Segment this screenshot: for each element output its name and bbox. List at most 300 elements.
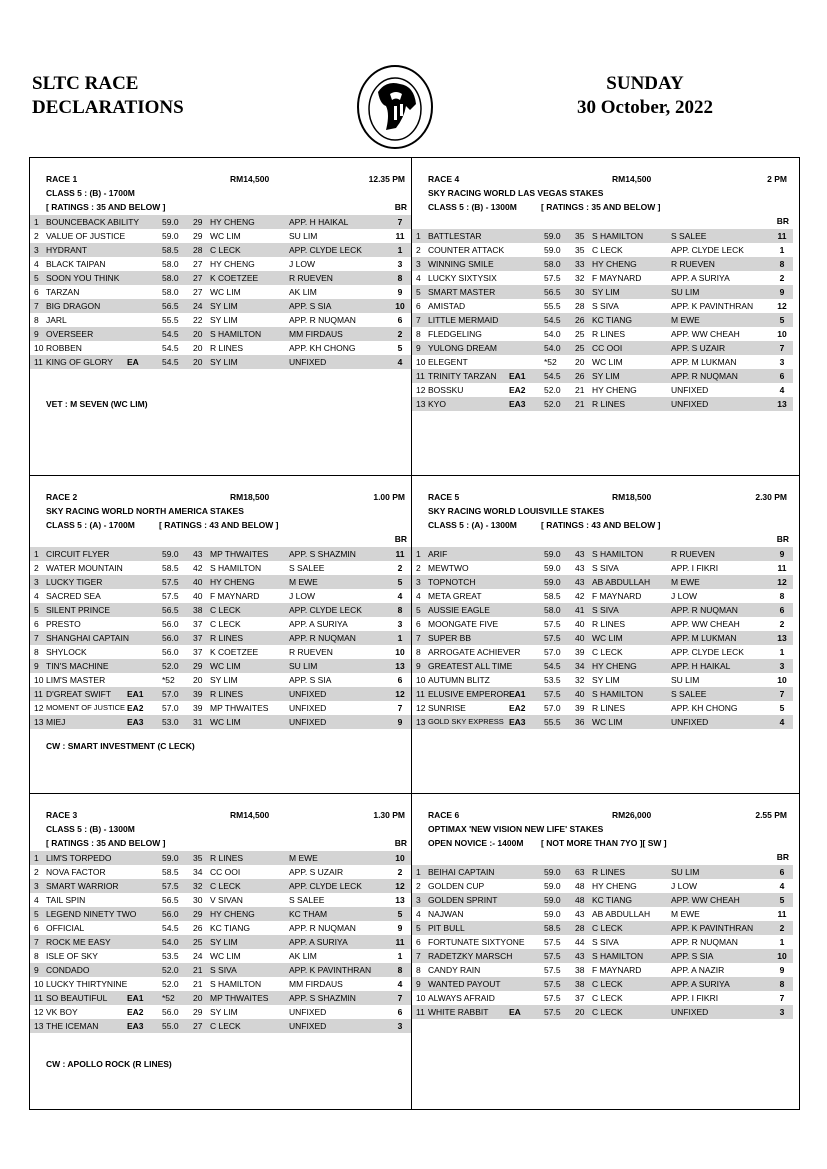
barrier: 5 bbox=[779, 315, 785, 325]
runner-row bbox=[412, 645, 793, 659]
rating: 21 bbox=[575, 385, 585, 395]
trainer: SY LIM bbox=[210, 301, 238, 311]
jockey: APP. CLYDE LECK bbox=[289, 245, 362, 255]
runner-number: 8 bbox=[416, 329, 421, 339]
horse-name: BOUNCEBACK ABILITY bbox=[46, 217, 140, 227]
horse-name: ALWAYS AFRAID bbox=[428, 993, 495, 1003]
horse-name: ROBBEN bbox=[46, 343, 82, 353]
weight: 57.0 bbox=[544, 647, 561, 657]
barrier: 2 bbox=[779, 273, 785, 283]
race-stake-name: SKY RACING WORLD LAS VEGAS STAKES bbox=[428, 188, 604, 198]
jockey: APP. R NUQMAN bbox=[671, 371, 738, 381]
runner-row bbox=[30, 879, 411, 893]
rating: 43 bbox=[193, 549, 203, 559]
weight: 57.5 bbox=[162, 591, 179, 601]
runner-number: 10 bbox=[34, 675, 44, 685]
trainer: F MAYNARD bbox=[592, 273, 642, 283]
runner-number: 6 bbox=[34, 923, 39, 933]
race-day: SUNDAY bbox=[606, 73, 684, 94]
barrier: 2 bbox=[397, 563, 403, 573]
horse-name: OFFICIAL bbox=[46, 923, 85, 933]
barrier: 8 bbox=[779, 591, 785, 601]
runner-number: 2 bbox=[34, 231, 39, 241]
trainer: F MAYNARD bbox=[592, 591, 642, 601]
barrier: 7 bbox=[397, 993, 403, 1003]
barrier: 12 bbox=[395, 881, 405, 891]
barrier: 1 bbox=[397, 951, 403, 961]
jockey: SU LIM bbox=[671, 675, 700, 685]
emergency-tag: EA bbox=[509, 1007, 521, 1017]
runner-number: 7 bbox=[34, 633, 39, 643]
runner-number: 13 bbox=[416, 717, 426, 727]
emergency-tag: EA1 bbox=[127, 689, 144, 699]
trainer: C LECK bbox=[210, 605, 241, 615]
weight: 55.0 bbox=[162, 1021, 179, 1031]
trainer: C LECK bbox=[592, 647, 623, 657]
barrier: 3 bbox=[779, 1007, 785, 1017]
runner-number: 1 bbox=[416, 867, 421, 877]
runner-row bbox=[412, 935, 793, 949]
jockey: S SALEE bbox=[671, 231, 707, 241]
barrier: 1 bbox=[779, 245, 785, 255]
trainer: F MAYNARD bbox=[210, 591, 260, 601]
race-date bbox=[555, 72, 735, 120]
runner-row bbox=[412, 327, 793, 341]
horse-name: CIRCUIT FLYER bbox=[46, 549, 110, 559]
barrier: 2 bbox=[397, 867, 403, 877]
jockey: APP. M LUKMAN bbox=[671, 633, 737, 643]
jockey: APP. K PAVINTHRAN bbox=[671, 923, 754, 933]
jockey: APP. KH CHONG bbox=[671, 703, 738, 713]
horse-name: HYDRANT bbox=[46, 245, 88, 255]
barrier: 4 bbox=[779, 385, 785, 395]
rating: 20 bbox=[193, 343, 203, 353]
race-block bbox=[412, 158, 793, 475]
trainer: S SIVA bbox=[592, 605, 619, 615]
weight: 52.0 bbox=[544, 385, 561, 395]
race-number: RACE 2 bbox=[46, 492, 78, 502]
jockey: APP. I FIKRI bbox=[671, 993, 719, 1003]
race-purse: RM14,500 bbox=[230, 174, 270, 184]
weight: 54.0 bbox=[544, 329, 561, 339]
trainer: SY LIM bbox=[210, 315, 238, 325]
horse-name: FLEDGELING bbox=[428, 329, 482, 339]
race-rating: [ RATINGS : 43 AND BELOW ] bbox=[159, 520, 279, 530]
barrier: 8 bbox=[779, 979, 785, 989]
barrier: 1 bbox=[779, 937, 785, 947]
runner-row bbox=[30, 865, 411, 879]
horse-name: ARROGATE ACHIEVER bbox=[428, 647, 521, 657]
jockey: APP. S SIA bbox=[289, 301, 332, 311]
weight: 59.0 bbox=[544, 563, 561, 573]
horse-name: YULONG DREAM bbox=[428, 343, 497, 353]
jockey: MM FIRDAUS bbox=[289, 979, 343, 989]
horse-name: THE ICEMAN bbox=[46, 1021, 99, 1031]
runner-row bbox=[412, 271, 793, 285]
barrier: 3 bbox=[397, 259, 403, 269]
weight: 54.5 bbox=[544, 371, 561, 381]
trainer: SY LIM bbox=[592, 287, 620, 297]
trainer: AB ABDULLAH bbox=[592, 909, 651, 919]
runner-number: 5 bbox=[34, 909, 39, 919]
race-block bbox=[412, 794, 793, 1111]
weight: 57.0 bbox=[162, 703, 179, 713]
weight: 58.0 bbox=[544, 259, 561, 269]
trainer: HY CHENG bbox=[592, 881, 637, 891]
jockey: AK LIM bbox=[289, 287, 317, 297]
horse-name: TARZAN bbox=[46, 287, 80, 297]
rating: 25 bbox=[575, 329, 585, 339]
runner-row bbox=[412, 561, 793, 575]
race-header bbox=[428, 810, 791, 822]
weight: 59.0 bbox=[544, 909, 561, 919]
emergency-tag: EA2 bbox=[127, 703, 144, 713]
weight: 54.5 bbox=[162, 357, 179, 367]
emergency-tag: EA1 bbox=[509, 689, 526, 699]
horse-name: MIEJ bbox=[46, 717, 66, 727]
emergency-tag: EA3 bbox=[127, 717, 144, 727]
jockey: APP. A SURIYA bbox=[289, 619, 348, 629]
rating: 38 bbox=[575, 965, 585, 975]
horse-name: AMISTAD bbox=[428, 301, 466, 311]
jockey: SU LIM bbox=[289, 231, 318, 241]
race-purse: RM18,500 bbox=[612, 492, 652, 502]
rating: 27 bbox=[193, 1021, 203, 1031]
runner-row bbox=[412, 631, 793, 645]
barrier: 10 bbox=[395, 853, 405, 863]
runner-number: 6 bbox=[34, 619, 39, 629]
runner-number: 9 bbox=[34, 965, 39, 975]
runner-number: 3 bbox=[416, 895, 421, 905]
runner-row bbox=[412, 397, 793, 411]
jockey: APP. WW CHEAH bbox=[671, 329, 740, 339]
horse-name: SACRED SEA bbox=[46, 591, 101, 601]
jockey: S SALEE bbox=[289, 563, 325, 573]
weight: 57.5 bbox=[162, 577, 179, 587]
weight: 53.5 bbox=[162, 951, 179, 961]
runner-row bbox=[412, 355, 793, 369]
runner-row bbox=[30, 907, 411, 921]
rating: 44 bbox=[575, 937, 585, 947]
rating: 20 bbox=[193, 993, 203, 1003]
race-purse: RM26,000 bbox=[612, 810, 652, 820]
barrier: 7 bbox=[779, 343, 785, 353]
emergency-tag: EA bbox=[127, 357, 139, 367]
race-time: 1.00 PM bbox=[373, 492, 405, 502]
trainer: WC LIM bbox=[210, 231, 241, 241]
br-header: BR bbox=[394, 838, 407, 848]
trainer: SY LIM bbox=[210, 675, 238, 685]
horse-name: PIT BULL bbox=[428, 923, 465, 933]
rating: 40 bbox=[575, 633, 585, 643]
weight: 59.0 bbox=[544, 895, 561, 905]
runner-row bbox=[30, 589, 411, 603]
barrier: 5 bbox=[779, 895, 785, 905]
weight: 57.5 bbox=[544, 619, 561, 629]
races-grid bbox=[29, 157, 800, 1110]
jockey: R RUEVEN bbox=[671, 259, 715, 269]
horse-name: WINNING SMILE bbox=[428, 259, 494, 269]
weight: 52.0 bbox=[162, 661, 179, 671]
runner-row bbox=[412, 257, 793, 271]
barrier: 1 bbox=[779, 647, 785, 657]
trainer: AB ABDULLAH bbox=[592, 577, 651, 587]
runner-number: 13 bbox=[34, 1021, 44, 1031]
trainer: R LINES bbox=[592, 399, 626, 409]
rating: 43 bbox=[575, 563, 585, 573]
trainer: K COETZEE bbox=[210, 273, 259, 283]
barrier: 11 bbox=[777, 909, 787, 919]
race-block bbox=[30, 476, 411, 793]
runner-row bbox=[30, 673, 411, 687]
rating: 20 bbox=[193, 357, 203, 367]
weight: 59.0 bbox=[162, 549, 179, 559]
barrier: 6 bbox=[397, 1007, 403, 1017]
trainer: KC TIANG bbox=[210, 923, 250, 933]
jockey: S SALEE bbox=[289, 895, 325, 905]
barrier: 12 bbox=[777, 577, 787, 587]
runner-row bbox=[30, 631, 411, 645]
jockey: UNFIXED bbox=[289, 1021, 327, 1031]
runner-row bbox=[30, 341, 411, 355]
horse-name: LUCKY THIRTYNINE bbox=[46, 979, 128, 989]
runner-row bbox=[30, 949, 411, 963]
barrier: 4 bbox=[397, 979, 403, 989]
horse-name: BATTLESTAR bbox=[428, 231, 482, 241]
weight: 56.0 bbox=[162, 633, 179, 643]
runner-row bbox=[412, 949, 793, 963]
runner-row bbox=[412, 659, 793, 673]
jockey: UNFIXED bbox=[671, 385, 709, 395]
trainer: MP THWAITES bbox=[210, 703, 269, 713]
jockey: APP. R NUQMAN bbox=[289, 923, 356, 933]
jockey: M EWE bbox=[289, 853, 318, 863]
jockey: UNFIXED bbox=[289, 1007, 327, 1017]
barrier: 10 bbox=[395, 301, 405, 311]
runner-number: 11 bbox=[34, 689, 43, 699]
trainer: R LINES bbox=[592, 619, 626, 629]
runner-row bbox=[30, 299, 411, 313]
jockey: MM FIRDAUS bbox=[289, 329, 343, 339]
race-class-line bbox=[428, 202, 789, 226]
trainer: S HAMILTON bbox=[592, 549, 644, 559]
jockey: UNFIXED bbox=[671, 1007, 709, 1017]
runner-number: 13 bbox=[34, 717, 44, 727]
horse-name: ISLE OF SKY bbox=[46, 951, 98, 961]
runner-row bbox=[30, 687, 411, 701]
weight: 53.5 bbox=[544, 675, 561, 685]
runner-number: 3 bbox=[416, 577, 421, 587]
runner-row bbox=[412, 1005, 793, 1019]
runner-number: 1 bbox=[416, 231, 421, 241]
weight: 56.5 bbox=[162, 895, 179, 905]
horse-name: NOVA FACTOR bbox=[46, 867, 106, 877]
runner-list bbox=[412, 865, 793, 1019]
horse-name: JARL bbox=[46, 315, 67, 325]
horse-name: FORTUNATE SIXTYONE bbox=[428, 937, 525, 947]
horse-name: ARIF bbox=[428, 549, 448, 559]
rating: 29 bbox=[193, 909, 203, 919]
barrier: 12 bbox=[395, 689, 405, 699]
jockey: APP. R NUQMAN bbox=[671, 605, 738, 615]
weight: 56.0 bbox=[162, 619, 179, 629]
runner-row bbox=[30, 893, 411, 907]
rating: 20 bbox=[193, 329, 203, 339]
weight: 58.5 bbox=[544, 591, 561, 601]
rating: 21 bbox=[193, 965, 203, 975]
barrier: 11 bbox=[395, 231, 405, 241]
horse-name: OVERSEER bbox=[46, 329, 94, 339]
barrier: 12 bbox=[777, 301, 787, 311]
race-time: 2.55 PM bbox=[755, 810, 787, 820]
trainer: WC LIM bbox=[592, 357, 623, 367]
jockey: R RUEVEN bbox=[289, 647, 333, 657]
runner-number: 11 bbox=[34, 357, 43, 367]
trainer: R LINES bbox=[210, 853, 244, 863]
runner-number: 3 bbox=[34, 245, 39, 255]
runner-row bbox=[412, 907, 793, 921]
rating: 63 bbox=[575, 867, 585, 877]
runner-number: 10 bbox=[34, 343, 44, 353]
horse-name: GOLD SKY EXPRESS bbox=[428, 717, 504, 726]
horse-name: D'GREAT SWIFT bbox=[46, 689, 112, 699]
runner-row bbox=[412, 313, 793, 327]
trainer: WC LIM bbox=[210, 287, 241, 297]
weight: 57.0 bbox=[162, 689, 179, 699]
weight: 57.5 bbox=[544, 633, 561, 643]
trainer: S SIVA bbox=[592, 563, 619, 573]
weight: 58.5 bbox=[162, 867, 179, 877]
trainer: K COETZEE bbox=[210, 647, 259, 657]
br-header: BR bbox=[776, 534, 789, 544]
runner-list bbox=[412, 229, 793, 411]
barrier: 2 bbox=[779, 619, 785, 629]
horse-name: NAJWAN bbox=[428, 909, 464, 919]
barrier: 3 bbox=[397, 619, 403, 629]
race-note: VET : M SEVEN (WC LIM) bbox=[46, 399, 148, 409]
horse-name: MOONGATE FIVE bbox=[428, 619, 499, 629]
trainer: S HAMILTON bbox=[210, 563, 262, 573]
runner-list bbox=[30, 851, 411, 1033]
runner-row bbox=[412, 687, 793, 701]
weight: 58.5 bbox=[544, 923, 561, 933]
br-header: BR bbox=[394, 534, 407, 544]
race-class: CLASS 5 : (B) - 1300M bbox=[428, 202, 517, 212]
weight: 56.5 bbox=[162, 605, 179, 615]
runner-number: 7 bbox=[34, 301, 39, 311]
runner-number: 1 bbox=[34, 217, 39, 227]
race-class: OPEN NOVICE :- 1400M bbox=[428, 838, 524, 848]
rating: 37 bbox=[193, 633, 203, 643]
runner-number: 8 bbox=[416, 965, 421, 975]
trainer: F MAYNARD bbox=[592, 965, 642, 975]
rating: 48 bbox=[575, 881, 585, 891]
race-header bbox=[46, 810, 409, 822]
rating: 39 bbox=[575, 703, 585, 713]
horse-name: ROCK ME EASY bbox=[46, 937, 111, 947]
race-block bbox=[30, 158, 411, 475]
horse-name: LEGEND NINETY TWO bbox=[46, 909, 137, 919]
rating: 43 bbox=[575, 577, 585, 587]
trainer: R LINES bbox=[592, 703, 626, 713]
jockey: APP. S UZAIR bbox=[671, 343, 726, 353]
horse-name: KING OF GLORY bbox=[46, 357, 113, 367]
rating: 27 bbox=[193, 273, 203, 283]
rating: 27 bbox=[193, 287, 203, 297]
weight: 56.0 bbox=[162, 1007, 179, 1017]
trainer: WC LIM bbox=[592, 717, 623, 727]
runner-row bbox=[30, 603, 411, 617]
trainer: C LECK bbox=[210, 1021, 241, 1031]
page-title bbox=[32, 72, 184, 120]
jockey: APP. CLYDE LECK bbox=[289, 881, 362, 891]
jockey: APP. S SIA bbox=[671, 951, 714, 961]
jockey: UNFIXED bbox=[671, 717, 709, 727]
jockey: APP. H HAIKAL bbox=[289, 217, 349, 227]
title-line-1: SLTC RACE bbox=[32, 73, 139, 94]
trainer: SY LIM bbox=[210, 1007, 238, 1017]
runner-number: 10 bbox=[34, 979, 44, 989]
barrier: 5 bbox=[397, 343, 403, 353]
runner-number: 4 bbox=[416, 591, 421, 601]
jockey: APP. S SIA bbox=[289, 675, 332, 685]
weight: 55.5 bbox=[544, 301, 561, 311]
jockey: APP. CLYDE LECK bbox=[289, 605, 362, 615]
barrier: 13 bbox=[777, 399, 787, 409]
trainer: HY CHENG bbox=[210, 259, 255, 269]
weight: 58.0 bbox=[162, 287, 179, 297]
horse-name: META GREAT bbox=[428, 591, 482, 601]
runner-row bbox=[412, 369, 793, 383]
weight: 55.5 bbox=[162, 315, 179, 325]
runner-number: 2 bbox=[416, 881, 421, 891]
jockey: APP. H HAIKAL bbox=[671, 661, 731, 671]
runner-number: 4 bbox=[416, 273, 421, 283]
runner-number: 9 bbox=[416, 661, 421, 671]
runner-number: 5 bbox=[416, 287, 421, 297]
barrier: 5 bbox=[397, 577, 403, 587]
rating: 20 bbox=[575, 357, 585, 367]
runner-number: 7 bbox=[34, 937, 39, 947]
trainer: S HAMILTON bbox=[210, 329, 262, 339]
weight: *52 bbox=[162, 675, 175, 685]
rating: 33 bbox=[575, 259, 585, 269]
race-class-line bbox=[428, 838, 789, 862]
weight: 57.5 bbox=[544, 965, 561, 975]
trainer: R LINES bbox=[210, 343, 244, 353]
barrier: 9 bbox=[397, 717, 403, 727]
horse-name: TOPNOTCH bbox=[428, 577, 476, 587]
trainer: WC LIM bbox=[210, 717, 241, 727]
runner-row bbox=[30, 215, 411, 229]
weight: 57.5 bbox=[544, 979, 561, 989]
rating: 37 bbox=[193, 619, 203, 629]
barrier: 9 bbox=[397, 923, 403, 933]
runner-row bbox=[30, 645, 411, 659]
runner-list bbox=[412, 547, 793, 729]
runner-list bbox=[30, 547, 411, 729]
race-time: 12.35 PM bbox=[368, 174, 405, 184]
barrier: 4 bbox=[779, 717, 785, 727]
trainer: WC LIM bbox=[210, 661, 241, 671]
barrier: 11 bbox=[777, 563, 787, 573]
horse-name: LIM'S MASTER bbox=[46, 675, 106, 685]
runner-row bbox=[30, 561, 411, 575]
runner-row bbox=[412, 963, 793, 977]
rating: 28 bbox=[575, 301, 585, 311]
horse-name: WHITE RABBIT bbox=[428, 1007, 489, 1017]
jockey: APP. M LUKMAN bbox=[671, 357, 737, 367]
